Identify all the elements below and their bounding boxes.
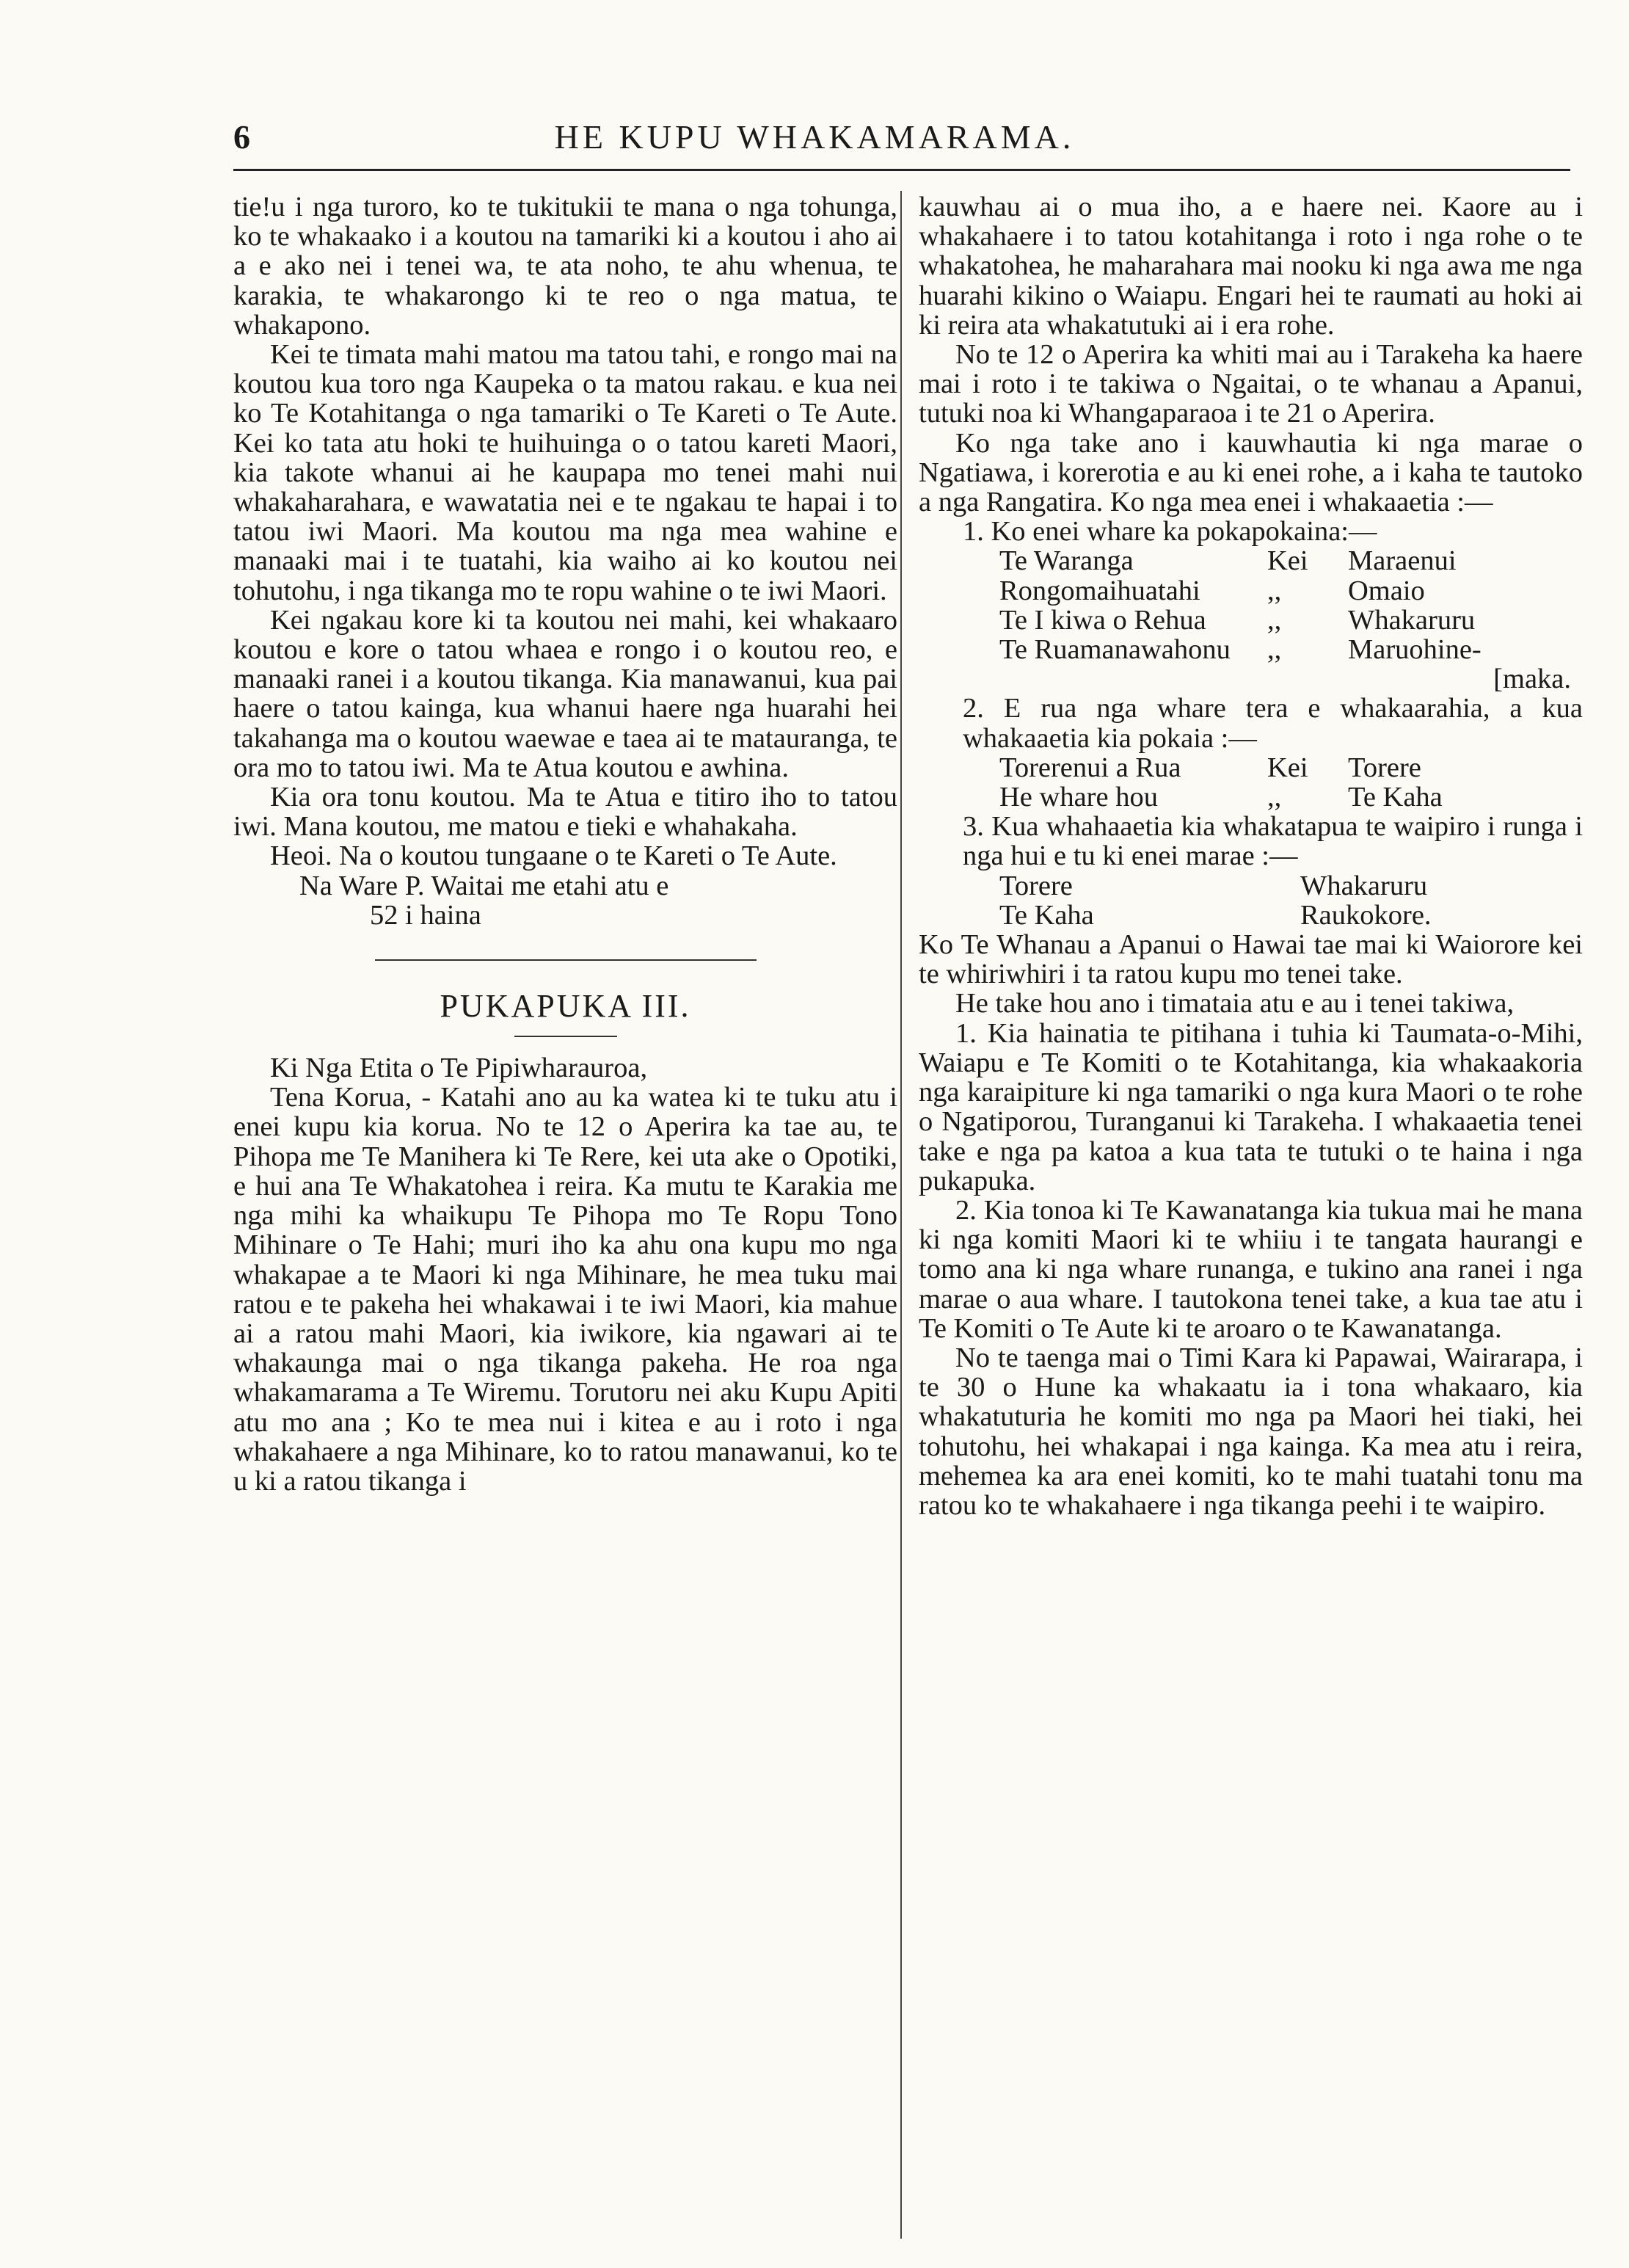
paragraph: Tena Korua, - Katahi ano au ka watea ki te tuku atu i enei kupu kia korua. No te 12 o Aperira ka tae au, te Pihopa me Te Manihera ki Te Rere, kei uta ake o Opotiki, e hui ana Te Whakatohea i reira. Ka mutu te Karakia me nga mihi ka whaikupu Te Pihopa mo Te Ropu Tono Mihinare o Te Hahi; muri iho ka ahu ona kupu mo nga whakapae a te Maori ki nga Mihinare, he mea tuku mai ratou e te pakeha hei whakawai i te iwi Maori, kia mahue ai a ratou mahi Maori, kia iwikore, kia ngawari ai te whakaunga mai o nga tikanga pakeha. He roa nga whakamarama a Te Wiremu. Torutoru nei aku Kupu Apiti atu mo ana ; Ko te mea nui i kitea e au i roto i nga whakahaere a nga Mihinare, ko to ratou manawanui, ko te u ki a ratou tikanga i xyxy=(233,1082,897,1497)
table-cell: Te I kiwa o Rehua xyxy=(999,604,1206,636)
paragraph: Ko nga take ano i kauwhautia ki nga marae o Ngatiawa, i korerotia e au ki enei rohe, a i kaha te tautoko a nga Rangatira. Ko nga mea enei i whakaaetia :— xyxy=(919,427,1583,518)
left-column xyxy=(233,192,897,1496)
column-divider xyxy=(900,191,902,2239)
section-rule xyxy=(375,959,757,961)
marae-list xyxy=(999,871,1447,930)
table-cell: He whare hou xyxy=(999,782,1158,813)
list-heading: 2. E rua nga whare tera e whakaarahia, a kua whakaaetia kia pokaia :— xyxy=(963,693,1583,754)
header-rule xyxy=(233,169,1570,171)
house-list-1 xyxy=(999,546,1539,664)
table-cell: Kei xyxy=(1267,545,1308,577)
right-column xyxy=(919,192,1583,1520)
table-cell: Torere xyxy=(999,870,1073,901)
table-row xyxy=(999,546,1539,575)
table-row xyxy=(999,606,1539,635)
salutation: Ki Nga Etita o Te Pipiwharauroa, xyxy=(270,1053,648,1084)
paragraph: tie!u i nga turoro, ko te tukitukii te mana o nga tohunga, ko te whakaako i a koutou na tamariki ki a koutou i aho ai a e ako nei i tenei wa, te ata noho, te ahu whenua, te karakia, te whakarongo ki te reo o nga matua, te whakapono. xyxy=(233,192,897,341)
list-heading: 3. Kua whahaaetia kia whakatapua te waipiro i runga i nga hui e tu ki enei marae :— xyxy=(963,811,1583,872)
signature-line: Na Ware P. Waitai me etahi atu e xyxy=(299,870,669,901)
running-head: HE KUPU WHAKAMARAMA. xyxy=(554,118,1075,156)
table-cell: ,, xyxy=(1267,634,1282,666)
list-continuation: [maka. xyxy=(1493,664,1571,695)
paragraph: Heoi. Na o koutou tungaane o te Kareti o Te Aute. xyxy=(270,840,837,872)
paragraph: No te taenga mai o Timi Kara ki Papawai, Wairarapa, i te 30 o Hune ka whakaatu ia i tona whakaaro, kia whakatuturia he komiti mo nga pa Maori hei tiaki, hei tohutohu, hei whakapai i nga kainga. Ka mea atu i reira, mehemea ka ara enei komiti, ko te mahi tuatahi tonu ma ratou ko te whakahaere i nga tikanga peehi i te waipiro. xyxy=(919,1342,1583,1521)
paragraph: Kia ora tonu koutou. Ma te Atua e titiro iho to tatou iwi. Mana koutou, me matou e tieki e whahakaha. xyxy=(233,782,897,843)
table-row xyxy=(999,753,1539,782)
table-cell: Te Kaha xyxy=(1348,782,1443,813)
table-row xyxy=(999,901,1447,930)
table-cell: ,, xyxy=(1267,604,1282,636)
table-cell: Te Kaha xyxy=(999,899,1094,931)
table-cell: Te Waranga xyxy=(999,545,1134,577)
table-row xyxy=(999,782,1539,812)
table-cell: Maraenui xyxy=(1348,545,1457,577)
table-cell: Maruohine- xyxy=(1348,634,1482,666)
signature-count: 52 i haina xyxy=(370,899,481,931)
house-list-2 xyxy=(999,753,1539,812)
paragraph: No te 12 o Aperira ka whiti mai au i Tarakeha ka haere mai i roto i te takiwa o Ngaitai, o te whanau a Apanui, tutuki noa ki Whangaparaoa i te 21 o Aperira. xyxy=(919,339,1583,429)
table-cell: Omaio xyxy=(1348,575,1425,606)
paragraph: Ko Te Whanau a Apanui o Hawai tae mai ki Waiorore kei te whiriwhiri i ta ratou kupu mo tenei take. xyxy=(919,929,1583,990)
table-cell: Torerenui a Rua xyxy=(999,752,1181,783)
table-cell: Rongomaihuatahi xyxy=(999,575,1200,606)
paragraph: He take hou ano i timataia atu e au i tenei takiwa, xyxy=(955,988,1515,1019)
table-row xyxy=(999,635,1539,664)
table-row xyxy=(999,871,1447,901)
table-cell: Te Ruamanawahonu xyxy=(999,634,1231,666)
table-cell: Kei xyxy=(1267,752,1308,783)
table-row xyxy=(999,576,1539,606)
table-cell: Whakaruru xyxy=(1348,604,1476,636)
list-heading: 1. Ko enei whare ka pokapokaina:— xyxy=(963,516,1377,548)
section-title: PUKAPUKA III. xyxy=(440,988,691,1025)
page-number: 6 xyxy=(233,118,250,156)
table-cell: Torere xyxy=(1348,752,1421,783)
paragraph: 2. Kia tonoa ki Te Kawanatanga kia tukua mai he mana ki nga komiti Maori ki te whiiu i te tangata haurangi e tomo ana ki nga whare runanga, e tukino ana ranei i nga marae o aua whare. I tautokona tenei take, a kua tae atu i Te Komiti o Te Aute ki te aroaro o te Kawanatanga. xyxy=(919,1194,1583,1344)
paragraph: Kei te timata mahi matou ma tatou tahi, e rongo mai na koutou kua toro nga Kaupeka o ta matou rakau. e kua nei ko Te Kotahitanga o nga tamariki o Te Kareti o Te Aute. Kei ko tata atu hoki te huihuinga o o tatou kareti Maori, kia takote whanui ai he kaupapa mo tenei mahi nui whakaharahara, e wawatatia nei e te ngakau te hapai i to tatou iwi Maori. Ma koutou ma nga mea wahine e manaaki mai i te tuatahi, kia waiho ai ko koutou nei tohutohu, i nga tikanga mo te ropu wahine o te iwi Maori. xyxy=(233,339,897,606)
table-cell: Raukokore. xyxy=(1300,899,1432,931)
table-cell: Whakaruru xyxy=(1300,870,1428,901)
paragraph: Kei ngakau kore ki ta koutou nei mahi, kei whakaaro koutou e kore o tatou whaea e rongo i o koutou reo, e manaaki ranei i a koutou tikanga. Kia manawanui, kua pai haere o tatou kainga, kua whanui haere nga huarahi hei takahanga ma o koutou waewae e taea ai te matauranga, te ora mo to tatou iwi. Ma te Atua koutou e awhina. xyxy=(233,604,897,783)
table-cell: ,, xyxy=(1267,575,1282,606)
table-cell: ,, xyxy=(1267,782,1282,813)
paragraph: 1. Kia hainatia te pitihana i tuhia ki Taumata-o-Mihi, Waiapu e Te Komiti o te Kotahitanga, kia whakaakoria nga karaipiture ki nga tamariki o nga kura Maori o te rohe o Ngatiporou, Turanganui ki Tarakeha. I whakaaetia tenei take e nga pa katoa a kua tata te tutuki o te haina i nga pukapuka. xyxy=(919,1017,1583,1196)
section-rule-short xyxy=(514,1036,617,1037)
paragraph: kauwhau ai o mua iho, a e haere nei. Kaore au i whakahaere i to tatou kotahitanga i roto i nga rohe o te whakatohea, he maharahara mai nooku ki nga awa me nga huarahi kikino o Waiapu. Engari hei te raumati au hoki ai ki reira ata whakatutuki ai i era rohe. xyxy=(919,192,1583,341)
